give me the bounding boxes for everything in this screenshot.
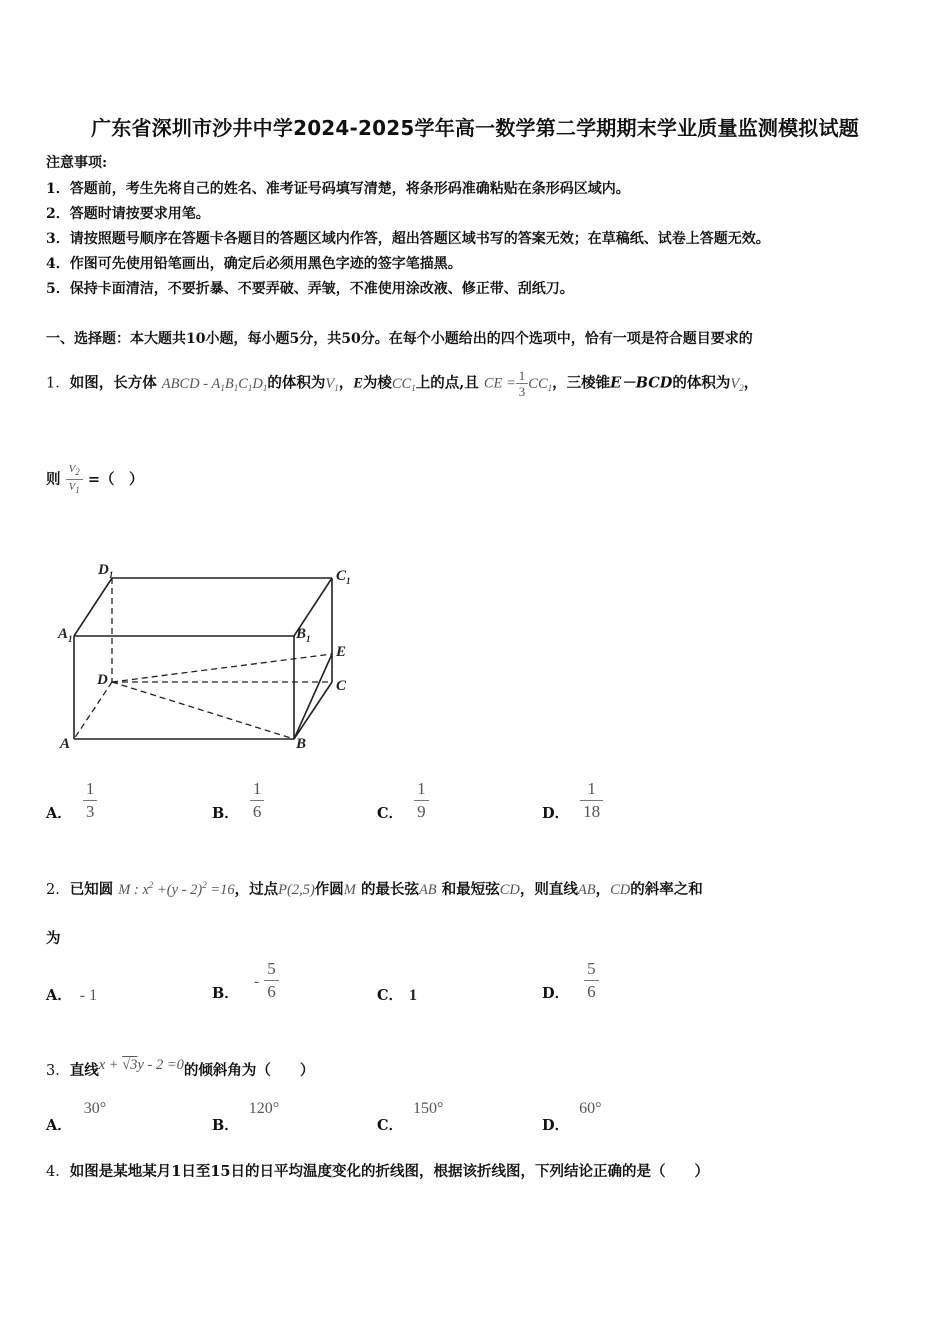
math-box: ABCD - $A_1B_1C_1D_1$ (161, 375, 268, 393)
math-cc1: $CC_1$ (391, 375, 416, 393)
edge-da (74, 682, 112, 739)
question-number: 4． (46, 1164, 70, 1180)
notice-item: 1．答题前，考生先将自己的姓名、准考证号码填写清楚，将条形码准确粘贴在条形码区域内。 (46, 181, 630, 197)
q2-option-a[interactable]: A． - 1 (46, 987, 98, 1004)
notice-item: 3．请按照题号顺序在答题卡各题目的答题区域内作答，超出答题区域书写的答案无效；在草稿纸、试卷上答题无效。 (46, 231, 770, 247)
math-point-p: P(2,5) (278, 882, 315, 898)
q1-option-b[interactable]: B． $\frac{1}{6}$ (212, 778, 264, 823)
math-ce: CE = (483, 375, 516, 392)
edge-de (112, 654, 332, 682)
notice-heading: 注意事项: (46, 155, 108, 171)
edge-db (112, 682, 294, 739)
label-b1: $B_1$ (296, 626, 311, 644)
page-title: 广东省深圳市沙井中学2024-2025学年高一数学第二学期期末学业质量监测模拟试题 (91, 116, 859, 140)
q3-option-d[interactable]: D．60° (542, 1100, 602, 1134)
q3-option-a[interactable]: A．30° (46, 1100, 107, 1134)
label-e: E (336, 644, 347, 660)
question-1: 1．如图，长方体 ABCD - $A_1B_1C_1D_1$的体积为$V_1$，E为棱$CC_1$上的点,且 CE = $\frac{1}{3}$ $CC_1$，三棱锥E－BCD的体积为$V_2$， (46, 368, 759, 399)
q2-option-d[interactable]: D． $\frac{5}{6}$ (542, 958, 599, 1003)
notice-item: 5．保持卡面清洁，不要折暴、不要弄破、弄皱，不准使用涂改液、修正带、刮纸刀。 (46, 281, 574, 297)
question-3: 3．直线x + √3y - 2 =0的倾斜角为（ ） (46, 1057, 315, 1079)
question-2: 2．已知圆 M : $x^2 +(y - 2)^2 =16$，过点P(2,5)作圆M 的最长弦AB 和最短弦CD，则直线AB，CD的斜率之和 (46, 880, 703, 898)
edge-bc (294, 682, 332, 739)
edge-a1d1 (74, 578, 112, 636)
label-a1: $A_1$ (58, 626, 73, 644)
cuboid-figure (52, 556, 362, 756)
q1-option-d[interactable]: D． $\frac{1}{18}$ (542, 778, 603, 823)
section-heading: 一、选择题：本大题共10小题，每小题5分，共50分。在每个小题给出的四个选项中，恰有一项是符合题目要求的 (46, 331, 753, 347)
fraction-one-third: $\frac{1}{3}$ (516, 368, 529, 399)
question-1-ask: 则 $\frac{V_2}{V_1}$ =（ ） (46, 463, 144, 495)
question-number: 2． (46, 882, 70, 898)
question-number: 3． (46, 1063, 70, 1079)
label-d1: $D_1$ (98, 562, 114, 580)
q2-option-c[interactable]: C． 1 (377, 987, 418, 1004)
label-b: B (296, 736, 307, 752)
q1-option-a[interactable]: A． $\frac{1}{3}$ (46, 778, 97, 823)
q2-option-b[interactable]: B． - $\frac{5}{6}$ (212, 958, 279, 1003)
notice-item: 2．答题时请按要求用笔。 (46, 206, 210, 222)
math-circle: M : $x^2 +(y - 2)^2 =16$ (118, 880, 235, 898)
label-a: A (60, 736, 71, 752)
label-c1: $C_1$ (336, 568, 351, 586)
notice-item: 4．作图可先使用铅笔画出，确定后必须用黑色字迹的签字笔描黑。 (46, 256, 462, 272)
label-c: C (336, 678, 347, 694)
math-line-eq: x + √3y - 2 =0 (98, 1057, 184, 1073)
question-2-cont: 为 (46, 930, 61, 947)
math-v1: $V_1$ (325, 375, 339, 393)
label-d: D (97, 672, 108, 688)
edge-be (294, 654, 332, 739)
question-number: 1． (46, 375, 70, 392)
fraction-v2-v1: $\frac{V_2}{V_1}$ (66, 462, 83, 497)
q1-option-c[interactable]: C． $\frac{1}{9}$ (377, 778, 429, 823)
question-4: 4．如图是某地某月1日至15日的日平均温度变化的折线图，根据该折线图，下列结论正确的是（ ） (46, 1163, 709, 1180)
q3-option-c[interactable]: C．150° (377, 1100, 444, 1134)
q3-option-b[interactable]: B．120° (212, 1100, 280, 1134)
